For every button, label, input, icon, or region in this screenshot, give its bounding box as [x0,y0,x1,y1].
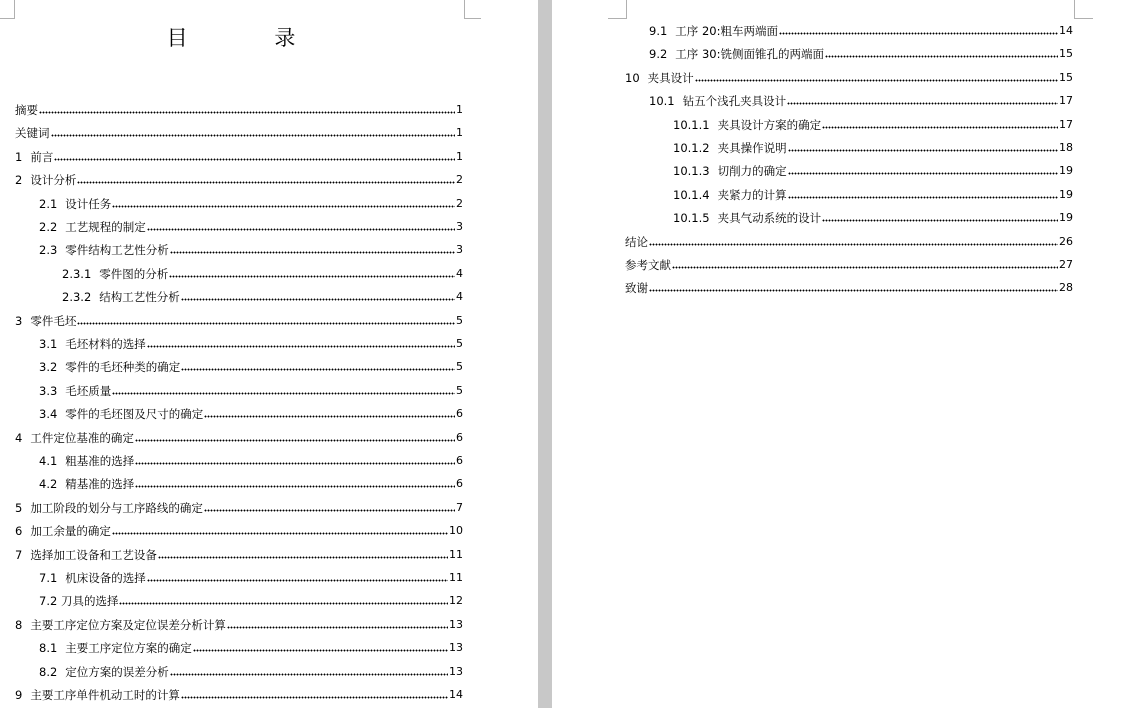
toc-entry[interactable] [649,91,1073,111]
toc-entry-page-number: 14 [1059,24,1073,37]
toc-entry-number: 10 [625,70,640,85]
toc-entry[interactable] [39,217,463,237]
toc-entry-text: 摘要 [15,103,38,117]
toc-entry-page-number: 6 [456,407,463,421]
toc-entry-page-number: 6 [456,430,463,444]
toc-entry-text: 致谢 [625,281,648,296]
toc-entry-text: 零件的毛坯种类的确定 [65,360,181,375]
toc-entry-text: 结构工艺性分析 [99,290,180,305]
toc-leader-dots [51,123,456,143]
toc-entry-page-number: 11 [449,571,463,584]
toc-entry[interactable] [649,21,1073,41]
toc-entry-text: 零件图的分析 [99,266,169,281]
toc-entry-number: 3.3 [39,383,58,398]
toc-entry-page-number: 13 [449,664,463,678]
toc-entry-text: 选择加工设备和工艺设备 [30,547,157,562]
toc-entry-text: 毛坯材料的选择 [65,337,146,351]
toc-leader-dots [169,264,455,284]
toc-entry-text: 精基准的选择 [65,477,135,492]
toc-entry-number: 8.2 [39,664,58,679]
toc-entry[interactable] [625,68,1073,88]
toc-entry[interactable] [15,685,463,705]
toc-leader-dots [39,100,455,120]
toc-leader-dots [147,568,448,588]
toc-entry-page-number: 26 [1059,234,1073,248]
document-page-right [552,0,1127,708]
toc-entry-number: 2.3.1 [62,266,92,281]
toc-entry[interactable] [673,138,1073,158]
toc-entry-text: 零件结构工艺性分析 [65,243,169,258]
toc-entry-page-number: 3 [456,243,463,257]
toc-entry-text: 主要工序定位方案的确定 [65,641,192,656]
toc-leader-dots [112,194,455,214]
toc-entry-text: 关键词 [15,126,50,141]
toc-entry-text: 主要工序定位方案及定位误差分析计算 [30,617,226,632]
toc-leader-dots [181,357,455,377]
toc-entry[interactable] [39,568,463,588]
toc-leader-dots [112,381,455,401]
toc-entry-page-number: 3 [456,220,463,233]
toc-leader-dots [135,474,455,494]
toc-entry-number: 10.1.4 [673,187,710,202]
toc-entry[interactable] [625,255,1073,275]
toc-entry-text: 钻五个浅孔夹具设计 [682,94,787,109]
toc-entry[interactable] [39,662,463,682]
toc-entry[interactable] [39,334,463,354]
toc-entry-page-number: 19 [1059,187,1073,201]
toc-entry[interactable] [625,278,1073,298]
toc-entry-number: 8 [15,617,23,632]
toc-entry[interactable] [39,194,463,214]
toc-entry-text: 工件定位基准的确定 [30,430,134,445]
toc-entry-number: 2.3.2 [62,290,92,305]
toc-entry-page-number: 17 [1059,94,1073,108]
toc-entry-number: 3.2 [39,360,58,375]
toc-leader-dots [788,185,1058,205]
toc-entry[interactable] [15,147,463,167]
toc-leader-dots [825,44,1058,64]
toc-entry-number: 3.4 [39,407,58,422]
toc-entry-page-number: 4 [456,266,463,280]
toc-entry[interactable] [39,474,463,494]
toc-entry[interactable] [15,428,463,448]
toc-entry[interactable] [15,615,463,635]
toc-entry-text: 切削力的确定 [717,164,787,179]
toc-entry-number: 10.1.2 [673,141,710,155]
toc-entry-text: 毛坯质量 [65,383,112,398]
toc-leader-dots [779,21,1058,41]
toc-entry-text: 工艺规程的制定 [65,220,146,234]
toc-entry[interactable] [39,240,463,260]
page-corner-marker [464,0,481,19]
toc-leader-dots [204,498,455,518]
toc-entry-text: 夹具设计方案的确定 [717,117,822,132]
toc-entry-page-number: 2 [456,173,463,187]
toc-entry-page-number: 7 [456,500,463,514]
toc-leader-dots [147,334,455,354]
toc-entry-text: 定位方案的误差分析 [65,664,169,679]
toc-entry-text: 夹紧力的计算 [717,187,787,202]
toc-entry-page-number: 27 [1059,258,1073,271]
toc-leader-dots [822,115,1058,135]
toc-entry-text: 夹具气动系统的设计 [717,211,822,226]
toc-entry-page-number: 14 [449,688,463,701]
toc-entry-number: 2.2 [39,220,58,234]
toc-leader-dots [54,147,455,167]
toc-entry-number: 3.1 [39,337,58,351]
toc-entry[interactable] [15,123,463,143]
toc-entry-page-number: 10 [449,524,463,538]
toc-entry[interactable] [625,232,1073,252]
toc-entry-number: 9.2 [649,47,668,62]
toc-leader-dots [77,311,455,331]
toc-entry-text: 工序 30:铣侧面锥孔的两端面 [675,47,824,62]
toc-entry[interactable] [15,170,463,190]
page-corner-marker [0,0,15,19]
toc-entry[interactable] [39,451,463,471]
toc-entry-page-number: 1 [456,149,463,163]
toc-leader-dots [181,685,448,705]
document-page-left [0,0,538,708]
toc-entry-page-number: 19 [1059,164,1073,178]
toc-entry-page-number: 13 [449,641,463,655]
toc-entry[interactable] [39,357,463,377]
toc-entry-page-number: 12 [449,594,463,608]
toc-leader-dots [193,638,448,658]
toc-entry-page-number: 6 [456,454,463,467]
toc-entry-page-number: 5 [456,337,463,350]
toc-leader-dots [158,545,448,565]
toc-leader-dots [170,662,448,682]
toc-entry-page-number: 17 [1059,117,1073,131]
toc-leader-dots [147,217,455,237]
toc-entry-text: 零件的毛坯图及尺寸的确定 [65,407,204,422]
toc-entry-number: 10.1 [649,94,675,109]
toc-entry[interactable] [39,638,463,658]
toc-entry-page-number: 15 [1059,47,1073,61]
toc-entry-text: 粗基准的选择 [65,454,135,468]
toc-entry-page-number: 4 [456,290,463,304]
toc-entry-page-number: 1 [456,103,463,116]
toc-entry-number: 10.1.1 [673,117,710,132]
toc-entry[interactable] [15,545,463,565]
toc-entry-page-number: 6 [456,477,463,491]
toc-entry-number: 9.1 [649,24,668,38]
toc-entry-number: 2.1 [39,196,58,211]
toc-entry[interactable] [15,311,463,331]
toc-entry-text: 夹具操作说明 [717,141,787,155]
toc-entry-number: 7 [15,547,23,562]
toc-leader-dots [695,68,1058,88]
toc-entry-number: 1 [15,149,23,164]
toc-entry-number: 2.3 [39,243,58,258]
toc-leader-dots [227,615,448,635]
toc-entry[interactable] [39,404,463,424]
toc-entry[interactable] [15,498,463,518]
toc-entry-text: 夹具设计 [647,70,694,85]
toc-leader-dots [649,278,1058,298]
toc-entry-text: 主要工序单件机动工时的计算 [30,688,180,702]
toc-entry-text: 加工余量的确定 [30,524,111,539]
page-gutter [538,0,552,708]
toc-entry-text: 设计分析 [30,173,77,188]
toc-entry-text: 前言 [30,149,54,164]
toc-entry-page-number: 2 [456,196,463,210]
toc-entry-number: 5 [15,500,23,515]
toc-leader-dots [135,451,455,471]
toc-entry-number: 3 [15,313,23,328]
toc-leader-dots [822,208,1058,228]
toc-entry-number: 4.2 [39,477,58,492]
toc-entry[interactable] [62,287,463,307]
toc-leader-dots [135,428,455,448]
toc-leader-dots [649,232,1058,252]
toc-entry[interactable] [673,115,1073,135]
toc-leader-dots [788,161,1058,181]
page-corner-marker [608,0,627,19]
toc-entry-number: 10.1.5 [673,211,710,226]
toc-entry-page-number: 11 [449,547,463,561]
toc-entry-page-number: 5 [456,383,463,397]
toc-entry-page-number: 13 [449,617,463,631]
toc-entry[interactable] [15,521,463,541]
toc-entry-number: 6 [15,524,23,539]
toc-entry-page-number: 19 [1059,211,1073,225]
toc-entry-number: 2 [15,173,23,188]
toc-leader-dots [672,255,1058,275]
toc-entry-text: 加工阶段的划分与工序路线的确定 [30,500,203,515]
toc-entry[interactable] [62,264,463,284]
toc-entry-text: 零件毛坯 [30,313,77,328]
toc-entry[interactable] [673,185,1073,205]
toc-entry-text: 7.2 刀具的选择 [39,594,119,609]
toc-leader-dots [77,170,455,190]
toc-entry[interactable] [39,591,463,611]
toc-leader-dots [788,138,1058,158]
toc-entry-page-number: 15 [1059,70,1073,84]
toc-entry-number: 10.1.3 [673,164,710,179]
toc-entry-page-number: 5 [456,360,463,374]
toc-entry-number: 8.1 [39,641,58,656]
toc-leader-dots [119,591,448,611]
toc-entry-text: 机床设备的选择 [65,571,146,585]
toc-entry-number: 9 [15,688,23,702]
toc-entry-page-number: 18 [1059,141,1073,154]
toc-entry-text: 结论 [625,234,648,249]
toc-entry[interactable] [649,44,1073,64]
toc-entry[interactable] [39,381,463,401]
toc-entry-page-number: 1 [456,126,463,140]
toc-entry[interactable] [673,161,1073,181]
toc-leader-dots [170,240,455,260]
toc-entry[interactable] [673,208,1073,228]
toc-entry[interactable] [15,100,463,120]
toc-leader-dots [112,521,448,541]
toc-leader-dots [181,287,455,307]
toc-entry-text: 工序 20:粗车两端面 [675,24,778,38]
toc-title: 目 录 [166,26,336,50]
toc-entry-number: 4 [15,430,23,445]
toc-entry-number: 4.1 [39,454,58,468]
toc-entry-page-number: 28 [1059,281,1073,295]
page-corner-marker [1074,0,1093,19]
toc-leader-dots [204,404,455,424]
toc-leader-dots [787,91,1058,111]
toc-entry-number: 7.1 [39,571,58,585]
toc-entry-text: 设计任务 [65,196,112,211]
toc-entry-text: 参考文献 [625,258,671,272]
toc-entry-page-number: 5 [456,313,463,327]
